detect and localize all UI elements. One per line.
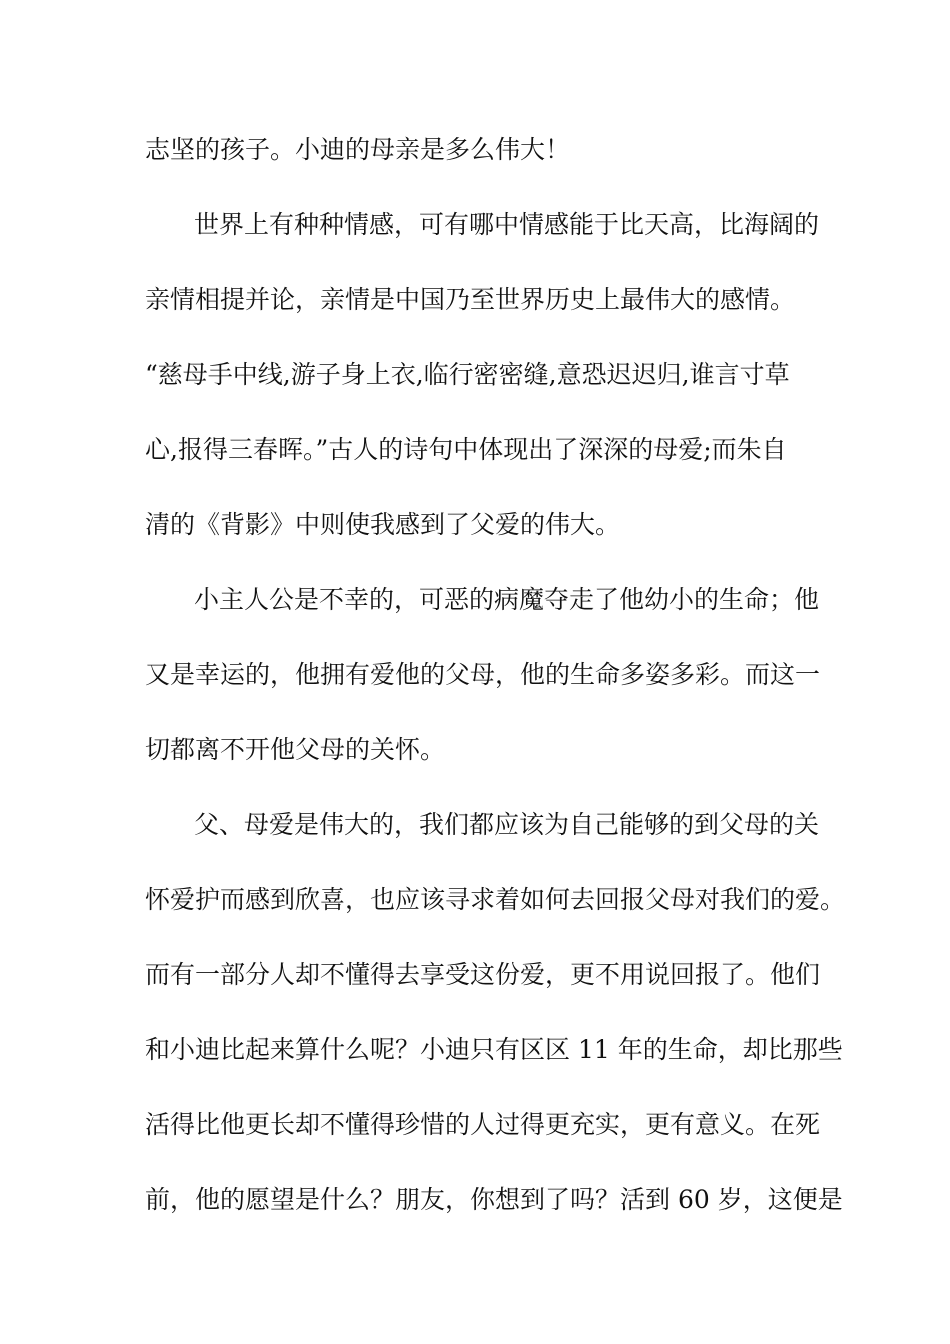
- text-line: “慈母手中线,游子身上衣,临行密密缝,意恐迟迟归,谁言寸草: [145, 360, 790, 389]
- text-line: 志坚的孩子。小迪的母亲是多么伟大！: [145, 135, 571, 164]
- text-line: 而有一部分人却不懂得去享受这份爱，更不用说回报了。他们: [145, 960, 821, 989]
- text-line: 前，他的愿望是什么？朋友，你想到了吗？活到 60 岁，这便是: [145, 1185, 843, 1214]
- text-line: 心,报得三春晖。”古人的诗句中体现出了深深的母爱;而朱自: [145, 435, 787, 464]
- text-line: 亲情相提并论，亲情是中国乃至世界历史上最伟大的感情。: [145, 285, 796, 314]
- text-line: 切都离不开他父母的关怀。: [145, 735, 446, 764]
- paragraph-first-line: 小主人公是不幸的，可恶的病魔夺走了他幼小的生命；他: [194, 585, 820, 614]
- text-line: 活得比他更长却不懂得珍惜的人过得更充实，更有意义。在死: [145, 1110, 821, 1139]
- text-line: 怀爱护而感到欣喜，也应该寻求着如何去回报父母对我们的爱。: [145, 885, 846, 914]
- text-line: 又是幸运的，他拥有爱他的父母，他的生命多姿多彩。而这一: [145, 660, 821, 689]
- paragraph-first-line: 父、母爱是伟大的，我们都应该为自己能够的到父母的关: [194, 810, 820, 839]
- paragraph-first-line: 世界上有种种情感，可有哪中情感能于比天高，比海阔的: [194, 210, 820, 239]
- text-line: 和小迪比起来算什么呢？小迪只有区区 11 年的生命，却比那些: [145, 1035, 843, 1064]
- text-line: 清的《背影》中则使我感到了父爱的伟大。: [145, 510, 621, 539]
